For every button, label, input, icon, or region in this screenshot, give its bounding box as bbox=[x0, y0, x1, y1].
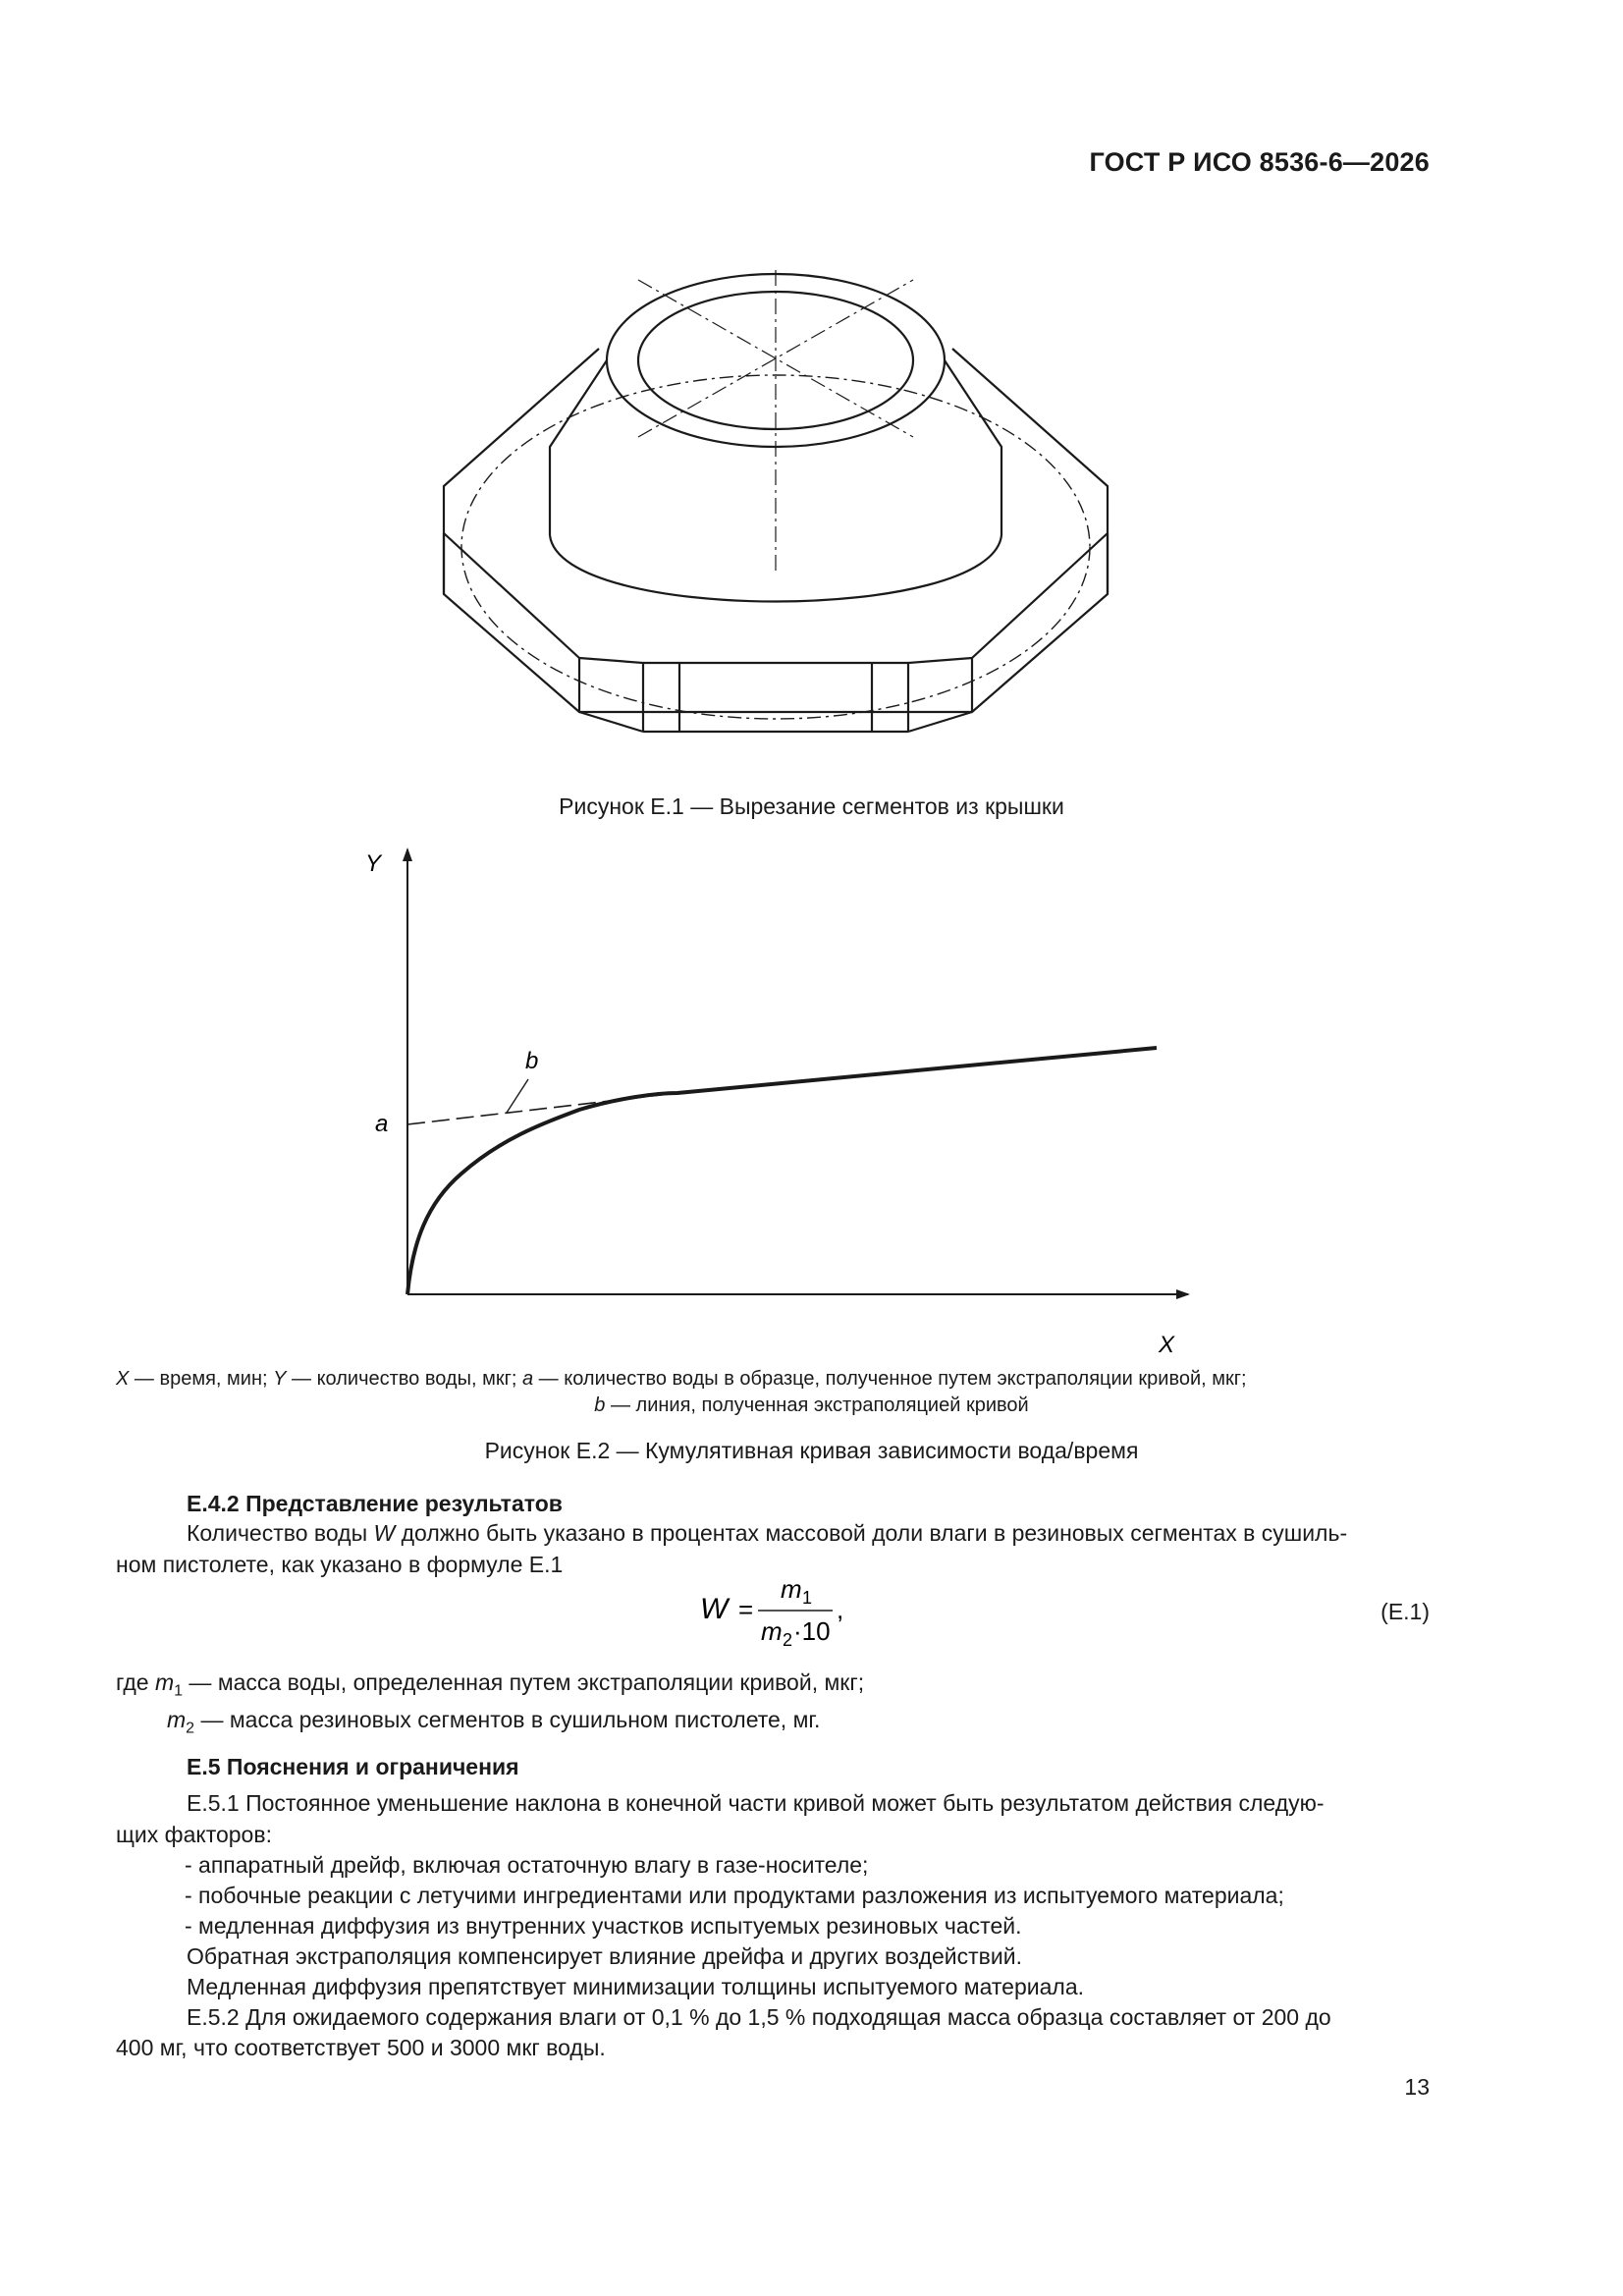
svg-text:m: m bbox=[761, 1616, 783, 1646]
section-e42-paragraph: Количество воды W должно быть указано в процентах массовой доли влаги в резиновых сегментах в сушиль- bbox=[187, 1520, 1348, 1546]
point-a-label: a bbox=[375, 1111, 389, 1137]
figure2-legend-line1: X — время, мин; Y — количество воды, мкг; a — количество воды в образце, полученное путем экстраполяции кривой, мкг; bbox=[116, 1368, 1247, 1390]
section-e5-heading: Е.5 Пояснения и ограничения bbox=[187, 1754, 519, 1779]
list-item: - аппаратный дрейф, включая остаточную влагу в газе-носителе; bbox=[185, 1852, 869, 1878]
list-item: - побочные реакции с летучими ингредиентами или продуктами разложения из испытуемого материала; bbox=[185, 1883, 1284, 1908]
figure-cap-drawing bbox=[432, 250, 1119, 781]
figure2-caption: Рисунок Е.2 — Кумулятивная кривая зависимости вода/время bbox=[484, 1438, 1139, 1463]
figure1-caption: Рисунок Е.1 — Вырезание сегментов из крышки bbox=[559, 793, 1064, 819]
leader-b bbox=[507, 1079, 528, 1113]
section-e5-p2: Обратная экстраполяция компенсирует влияние дрейфа и других воздействий. bbox=[187, 1943, 1022, 1969]
section-e5-p3: Медленная диффузия препятствует минимизации толщины испытуемого материала. bbox=[187, 1974, 1085, 1999]
figure-cumulative-curve bbox=[344, 830, 1227, 1360]
svg-text:,: , bbox=[837, 1595, 844, 1624]
section-e42-heading: Е.4.2 Представление результатов bbox=[187, 1491, 563, 1516]
section-e5-p4-cont: 400 мг, что соответствует 500 и 3000 мкг воды. bbox=[116, 2035, 606, 2060]
list-item: - медленная диффузия из внутренних участков испытуемых резиновых частей. bbox=[185, 1913, 1022, 1939]
svg-text:1: 1 bbox=[802, 1588, 813, 1608]
svg-text:·10: ·10 bbox=[793, 1616, 831, 1646]
line-b-label: b bbox=[525, 1048, 539, 1074]
y-axis-label: Y bbox=[365, 850, 382, 877]
svg-text:=: = bbox=[738, 1595, 754, 1624]
section-e5-p4: Е.5.2 Для ожидаемого содержания влаги от 0,1 % до 1,5 % подходящая масса образца составляет от 200 до bbox=[187, 2004, 1331, 2030]
where-m1: где $m_1$ — масса воды, определенная путем экстраполяции кривой, мкг; bbox=[116, 1669, 865, 1700]
where-m2: $m_2$ — масса резиновых сегментов в сушильном пистолете, мг. bbox=[167, 1707, 821, 1737]
figure2-legend-line2: b — линия, полученная экстраполяцией кривой bbox=[594, 1394, 1029, 1416]
cap-drawing-svg bbox=[432, 250, 1119, 781]
curve-svg bbox=[344, 830, 1227, 1360]
cumulative-curve bbox=[407, 1048, 1157, 1294]
formula-svg bbox=[687, 1574, 982, 1653]
section-e5-p1-cont: щих факторов: bbox=[116, 1822, 272, 1847]
page-number: 13 bbox=[1404, 2074, 1430, 2100]
x-axis-label: X bbox=[1159, 1332, 1175, 1358]
svg-text:W: W bbox=[700, 1593, 729, 1625]
svg-text:m: m bbox=[781, 1574, 802, 1604]
formula-e1 bbox=[687, 1574, 982, 1653]
document-header: ГОСТ Р ИСО 8536-6—2026 bbox=[1089, 147, 1430, 177]
section-e42-paragraph-cont: ном пистолете, как указано в формуле Е.1 bbox=[116, 1552, 564, 1577]
section-e5-p1: Е.5.1 Постоянное уменьшение наклона в конечной части кривой может быть результатом действия следую- bbox=[187, 1790, 1325, 1816]
formula-number: (Е.1) bbox=[1380, 1599, 1430, 1624]
svg-text:2: 2 bbox=[783, 1630, 793, 1650]
